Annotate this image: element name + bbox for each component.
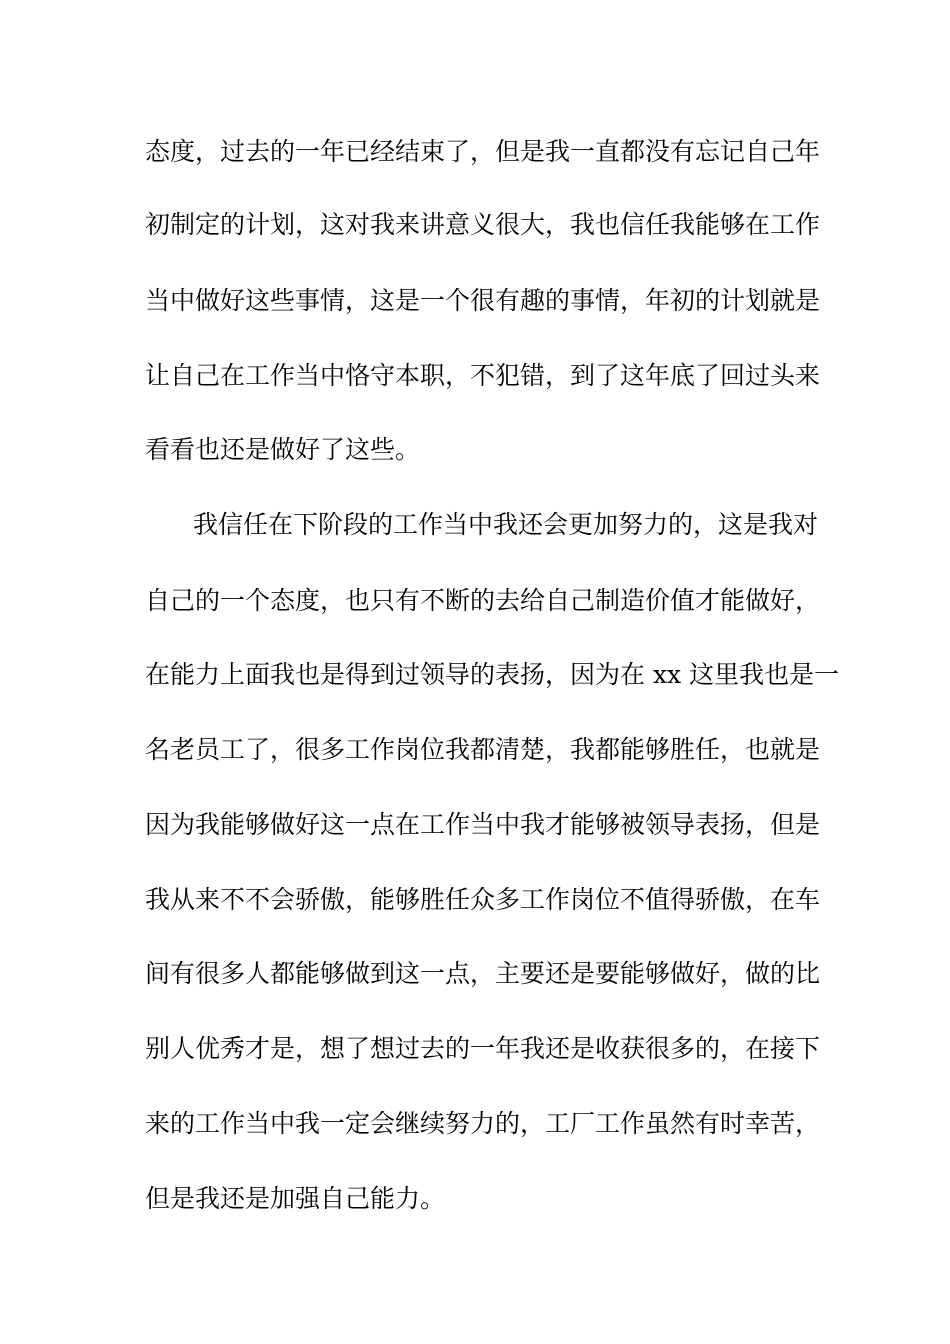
paragraph-line: 我信任在下阶段的工作当中我还会更加努力的，这是我对	[193, 510, 819, 539]
paragraph-line: 间有很多人都能够做到这一点，主要还是要能够做好，做的比	[145, 959, 821, 988]
paragraph-line: 初制定的计划，这对我来讲意义很大，我也信任我能够在工作	[145, 210, 821, 239]
paragraph-line: 我从来不不会骄傲，能够胜任众多工作岗位不值得骄傲，在车	[145, 885, 821, 914]
paragraph-line: 态度，过去的一年已经结束了，但是我一直都没有忘记自己年	[145, 137, 821, 166]
paragraph-line: 名老员工了，很多工作岗位我都清楚，我都能够胜任，也就是	[145, 735, 821, 764]
paragraph-line: 别人优秀才是，想了想过去的一年我还是收获很多的，在接下	[145, 1034, 821, 1063]
paragraph-line: 让自己在工作当中恪守本职，不犯错，到了这年底了回过头来	[145, 361, 821, 390]
paragraph-line: 当中做好这些事情，这是一个很有趣的事情，年初的计划就是	[145, 286, 821, 315]
paragraph-line: 因为我能够做好这一点在工作当中我才能够被领导表扬，但是	[145, 810, 821, 839]
paragraph-line: 自己的一个态度，也只有不断的去给自己制造价值才能做好，	[145, 586, 821, 615]
paragraph-line: 但是我还是加强自己能力。	[145, 1184, 446, 1213]
paragraph-line: 在能力上面我也是得到过领导的表扬，因为在 xx 这里我也是一	[145, 660, 840, 689]
paragraph-line: 来的工作当中我一定会继续努力的，工厂工作虽然有时幸苦，	[145, 1109, 821, 1138]
paragraph-line: 看看也还是做好了这些。	[145, 435, 421, 464]
